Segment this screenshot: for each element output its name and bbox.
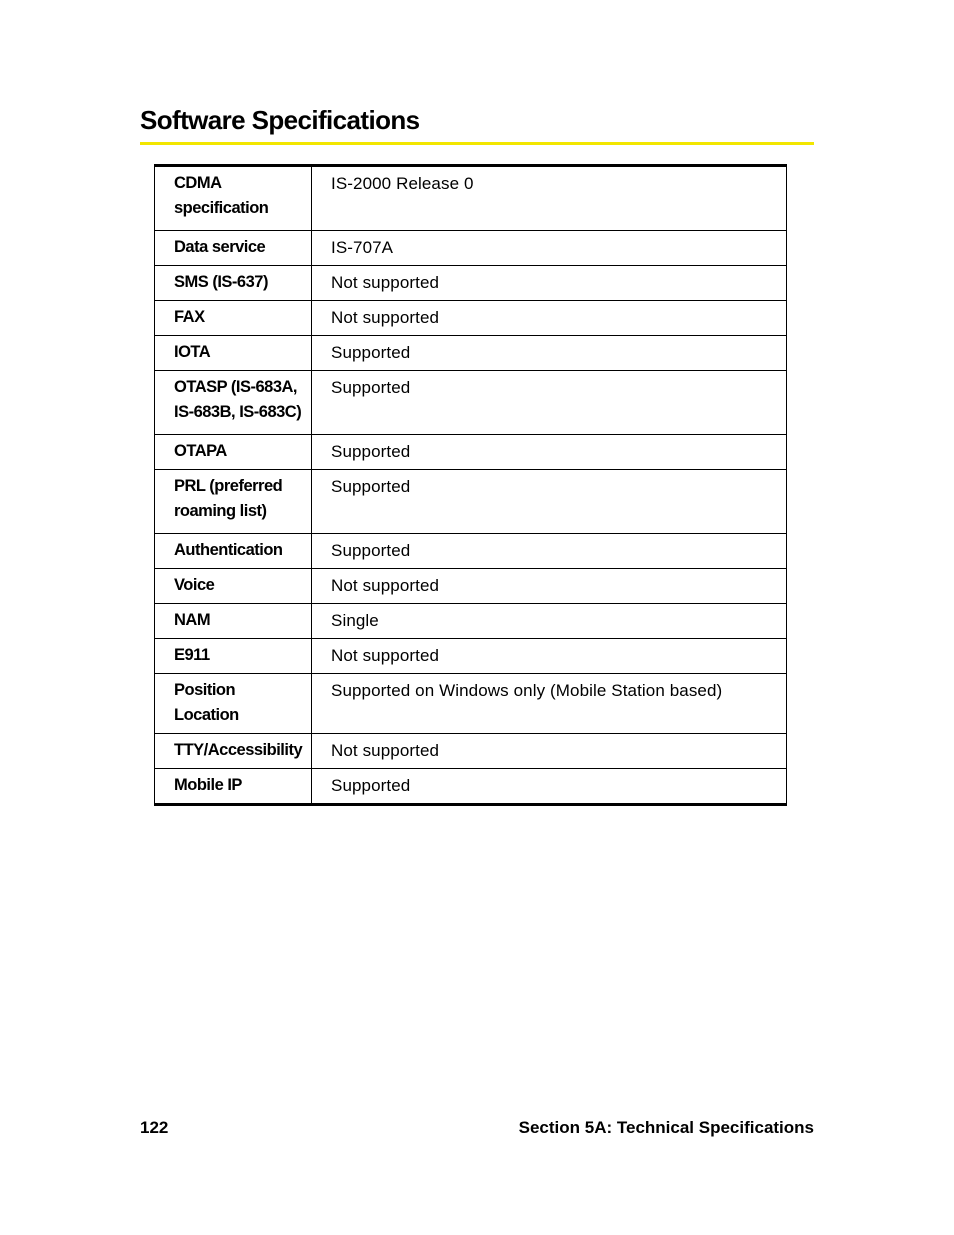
spec-value: Supported: [312, 769, 787, 805]
table-row: [155, 674, 787, 734]
spec-value: Supported: [312, 336, 787, 371]
table-row: [155, 569, 787, 604]
spec-value: Not supported: [312, 301, 787, 336]
table-row: [155, 639, 787, 674]
spec-value: Supported: [312, 534, 787, 569]
table-row: [155, 231, 787, 266]
spec-value: IS-2000 Release 0: [312, 166, 787, 231]
table-row: [155, 301, 787, 336]
table-row: [155, 336, 787, 371]
spec-value: Not supported: [312, 734, 787, 769]
page-title: Software Specifications: [140, 105, 420, 135]
spec-label: CDMA specification: [155, 166, 312, 231]
section-title: Section 5A: Technical Specifications: [518, 1118, 814, 1137]
table-row: [155, 604, 787, 639]
table-row: [155, 734, 787, 769]
spec-label: Mobile IP: [155, 769, 312, 805]
table-row: [155, 534, 787, 569]
spec-label: OTASP (IS-683A, IS-683B, IS-683C): [155, 371, 312, 435]
spec-value: IS-707A: [312, 231, 787, 266]
table-row: [155, 371, 787, 435]
spec-value: Not supported: [312, 266, 787, 301]
spec-value: Supported on Windows only (Mobile Station based): [312, 674, 787, 734]
title-underline: [140, 142, 814, 145]
table-row: [155, 166, 787, 231]
spec-label: Position Location: [155, 674, 312, 734]
spec-value: Supported: [312, 470, 787, 534]
spec-value: Not supported: [312, 569, 787, 604]
spec-label: NAM: [155, 604, 312, 639]
spec-label: FAX: [155, 301, 312, 336]
spec-label: IOTA: [155, 336, 312, 371]
spec-label: OTAPA: [155, 435, 312, 470]
spec-label: Authentication: [155, 534, 312, 569]
spec-label: Voice: [155, 569, 312, 604]
table-row: [155, 470, 787, 534]
spec-value: Not supported: [312, 639, 787, 674]
table-row: [155, 266, 787, 301]
spec-label: TTY/Accessibility: [155, 734, 312, 769]
table-row: [155, 435, 787, 470]
spec-label: PRL (preferred roaming list): [155, 470, 312, 534]
spec-value: Single: [312, 604, 787, 639]
spec-value: Supported: [312, 435, 787, 470]
spec-label: Data service: [155, 231, 312, 266]
spec-label: SMS (IS-637): [155, 266, 312, 301]
page-number: 122: [140, 1118, 169, 1137]
table-row: [155, 769, 787, 805]
software-specifications-table: [154, 164, 787, 806]
spec-value: Supported: [312, 371, 787, 435]
spec-label: E911: [155, 639, 312, 674]
